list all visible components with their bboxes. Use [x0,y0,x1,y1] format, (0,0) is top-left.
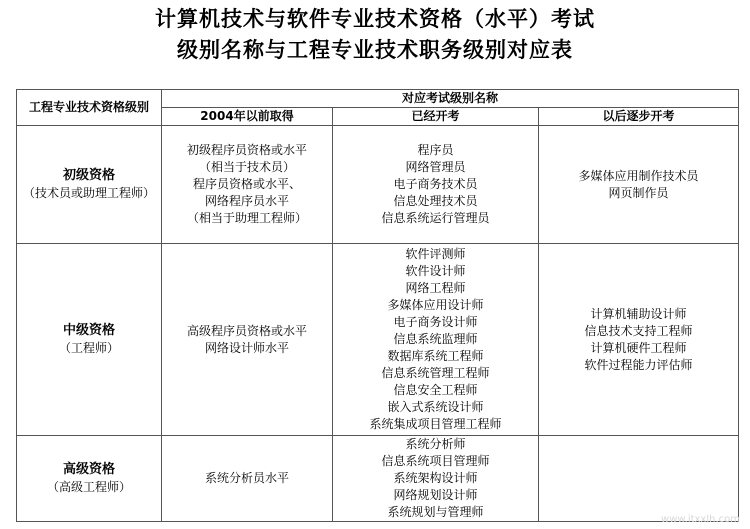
future-cell [539,126,739,244]
level-sub: （工程师） [58,341,119,355]
list-item: 系统集成项目管理工程师 [369,417,502,431]
list-item: 网络程序员水平 [204,194,289,208]
table-row-junior [17,126,739,244]
level-name: 高级资格 [62,462,115,477]
table-row-senior [17,436,739,522]
list-item: 网页制作员 [608,185,669,200]
list-item: 信息处理技术员 [393,194,478,208]
list-item: 程序员 [417,143,454,157]
list-item: 软件评测师 [405,247,466,261]
before2004-cell [162,126,333,244]
list-item: 嵌入式系统设计师 [387,400,484,414]
page-title-line1: 计算机技术与软件专业技术资格（水平）考试 [155,6,595,31]
list-item: 多媒体应用制作技术员 [578,168,699,183]
future-cell [539,244,739,436]
col-offered-header: 已经开考 [333,108,539,126]
list-item: 网络规划设计师 [393,488,478,502]
watermark: www.itxxlh.com [661,514,740,525]
list-item: 信息系统运行管理员 [381,211,490,225]
offered-cell [333,436,539,522]
list-item: 信息技术支持工程师 [584,323,693,338]
level-sub: （技术员或助理工程师） [22,186,155,200]
offered-cell [333,244,539,436]
list-item: 系统分析师 [405,437,466,451]
list-item: 软件设计师 [405,264,466,278]
col-before2004-header: 2004年以前取得 [162,108,333,126]
table-row-intermediate [17,244,739,436]
level-cell [17,244,162,436]
list-item: 计算机辅助设计师 [590,306,687,321]
list-item: 电子商务设计师 [393,315,478,329]
list-item: 信息安全工程师 [393,383,478,397]
col-group-header: 对应考试级别名称 [162,90,739,108]
list-item: 多媒体应用设计师 [387,298,484,312]
level-cell [17,126,162,244]
list-item: 网络管理员 [405,160,466,174]
offered-cell [333,126,539,244]
level-sub: （高级工程师） [46,480,131,494]
list-item: 数据库系统工程师 [387,349,484,363]
col-future-header: 以后逐步开考 [539,108,739,126]
qualification-table [16,89,739,522]
list-item: 网络工程师 [405,281,466,295]
list-item: （相当于技术员） [198,160,295,174]
list-item: 系统规划与管理师 [387,505,484,519]
level-name: 初级资格 [62,168,115,183]
future-cell [539,436,739,522]
list-item: 系统分析员水平 [204,471,289,485]
list-item: 信息系统项目管理师 [381,454,490,468]
list-item: 网络设计师水平 [204,340,289,355]
before2004-cell [162,244,333,436]
list-item: 信息系统管理工程师 [381,366,490,380]
list-item: 软件过程能力评估师 [584,357,693,372]
list-item: 计算机硬件工程师 [590,340,687,355]
col-level-header: 工程专业技术资格级别 [17,90,162,126]
table-header-row [17,90,739,108]
before2004-cell [162,436,333,522]
list-item: （相当于助理工程师） [186,211,307,225]
level-name: 中级资格 [62,323,115,338]
list-item: 初级程序员资格或水平 [186,143,307,157]
page-title-line2: 级别名称与工程专业技术职务级别对应表 [177,37,573,62]
list-item: 系统架构设计师 [393,471,478,485]
list-item: 信息系统监理师 [393,332,478,346]
list-item: 高级程序员资格或水平 [186,323,307,338]
list-item: 电子商务技术员 [393,177,478,191]
level-cell [17,436,162,522]
list-item: 程序员资格或水平、 [192,177,301,191]
